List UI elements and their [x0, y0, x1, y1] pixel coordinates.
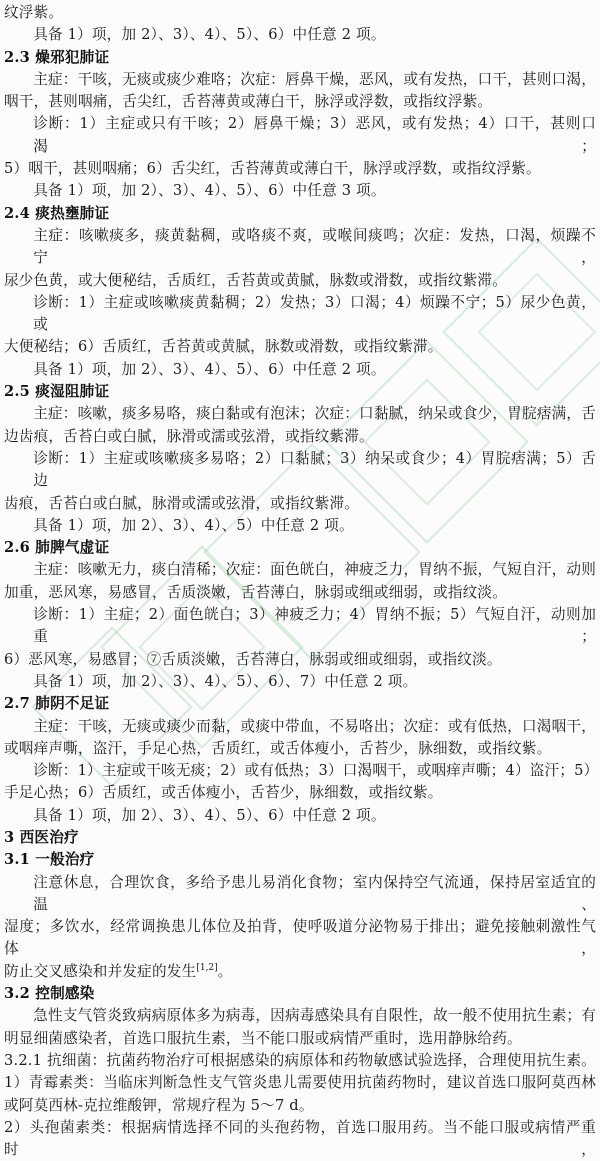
text-line: 纹浮紫。: [4, 4, 64, 21]
section-heading: 2.7 肺阴不足证: [4, 695, 110, 713]
text-line: 具备 1）项，加 2）、3）、4）、5）、6）、7）中任意 2 项。: [33, 672, 418, 690]
text-line: 或咽痒声嘶，盗汗，手足心热，舌质红，或舌体瘦小，舌苔少，脉细数，或指纹紫。: [4, 739, 552, 757]
text-line: 具备 1）项，加 2）、3）、4）、5）、6）中任意 3 项。: [33, 182, 386, 200]
text-line: 或阿莫西林-克拉维酸钾，常规疗程为 5～7 d。: [4, 1096, 314, 1114]
text-line: 主症：咳嗽痰多，痰黄黏稠，或咯痰不爽，或喉间痰鸣；次症：发热，口渴，烦躁不宁，: [33, 226, 596, 267]
text-line: 明显细菌感染者，首选口服抗生素，当不能口服或病情严重时，选用静脉给药。: [4, 1029, 522, 1047]
text-line: 主症：咳嗽，痰多易咯，痰白黏或有泡沫；次症：口黏腻，纳呆或食少，胃脘痞满，舌: [33, 405, 596, 423]
text-line: 5）咽干，甚则咽痛；6）舌尖红，舌苔薄黄或薄白干，脉浮或浮数，或指纹浮紫。: [4, 160, 541, 178]
text-line: 诊断：1）主症或干咳无痰；2）或有低热；3）口渴咽干，或咽痒声嘶；4）盗汗；5）: [33, 762, 599, 780]
text-line: 诊断：1）主症或咳嗽痰黄黏稠；2）发热；3）口渴；4）烦躁不宁；5）尿少色黄，或: [33, 293, 596, 334]
text-line: 主症：干咳，无痰或痰少而黏，或痰中带血，不易咯出；次症：或有低热，口渴咽干，: [33, 717, 596, 735]
text-line: 手足心热；6）舌质红，或舌体瘦小，舌苔少，脉细数，或指纹紫。: [4, 784, 443, 802]
text-line: 防止交叉感染和并发症的发生[1,2]。: [4, 962, 233, 980]
section-heading: 3 西医治疗: [4, 828, 79, 846]
section-heading: 2.4 痰热壅肺证: [4, 204, 110, 222]
text-line: 主症：干咳，无痰或痰少难咯；次症：唇鼻干燥，恶风，或有发热，口干，甚则口渴，: [33, 70, 596, 88]
text-line: 齿痕，舌苔白或白腻，脉滑或濡或弦滑，或指纹紫滞。: [4, 494, 360, 512]
text-line: 湿度；多饮水，经常调换患儿体位及拍背，使呼吸道分泌物易于排出；避免接触刺激性气体，: [4, 918, 596, 958]
text-line: 具备 1）项，加 2）、3）、4）、5）、6）中任意 2 项。: [33, 26, 386, 44]
text-line: 6）恶风寒，易感冒；⑦舌质淡嫩，舌苔薄白，脉弱或细或细弱，或指纹淡。: [4, 650, 502, 668]
text-line: 2）头孢菌素类：根据病情选择不同的头孢药物，首选口服用药。当不能口服或病情严重时，: [4, 1118, 596, 1159]
section-heading: 2.3 燥邪犯肺证: [4, 48, 110, 66]
section-heading: 3.2 控制感染: [4, 985, 95, 1003]
text-line: 边齿痕，舌苔白或白腻，脉滑或濡或弦滑，或指纹紫滞。: [4, 427, 374, 445]
text-line: 咽干，甚则咽痛，舌尖红，舌苔薄黄或薄白干，脉浮或浮数，或指纹浮紫。: [4, 93, 493, 111]
text-line: 诊断：1）主症或只有干咳；2）唇鼻干燥；3）恶风，或有发热；4）口干，甚则口渴；: [33, 115, 596, 155]
text-line: 诊断：1）主症；2）面色㿠白；3）神疲乏力；4）胃纳不振；5）气短自汗，动则加重；: [33, 606, 596, 646]
text-line: 大便秘结；6）舌质红，舌苔黄或黄腻，脉数或滑数，或指纹紫滞。: [4, 338, 443, 356]
text-line: 尿少色黄，或大便秘结，舌质红，舌苔黄或黄腻，脉数或滑数，或指纹紫滞。: [4, 271, 507, 289]
text-line: 急性支气管炎致病病原体多为病毒，因病毒感染具有自限性，故一般不使用抗生素；有: [33, 1007, 596, 1025]
text-line: 1）青霉素类：当临床判断急性支气管炎患儿需要使用抗菌药物时，建议首选口服阿莫西林: [4, 1074, 596, 1092]
text-line: 具备 1）项，加 2）、3）、4）、5）中任意 2 项。: [33, 516, 354, 534]
reference-superscript: [1,2]: [196, 962, 218, 973]
document-body: [4, 2, 599, 1161]
text-line: 3.2.1 抗细菌：抗菌药物治疗可根据感染的病原体和药物敏感试验选择，合理使用抗生素。: [4, 1051, 596, 1069]
text-line: 具备 1）项，加 2）、3）、4）、5）、6）中任意 2 项。: [33, 806, 386, 824]
text-line: 主症：咳嗽无力，痰白清稀；次症：面色㿠白，神疲乏力，胃纳不振，气短自汗，动则: [33, 561, 596, 579]
section-heading: 3.1 一般治疗: [4, 851, 95, 869]
text-line: 诊断：1）主症或咳嗽痰多易咯；2）口黏腻；3）纳呆或食少；4）胃脘痞满；5）舌边: [33, 449, 596, 490]
text-line: 具备 1）项，加 2）、3）、4）、5）、6）中任意 2 项。: [33, 360, 386, 378]
text-line: 注意休息，合理饮食，多给予患儿易消化食物；室内保持空气流通，保持居室适宜的温、: [33, 873, 596, 913]
text-line: 加重，恶风寒，易感冒，舌质淡嫩，舌苔薄白，脉弱或细或细弱，或指纹淡。: [4, 583, 507, 601]
section-heading: 2.6 肺脾气虚证: [4, 539, 110, 557]
section-heading: 2.5 痰湿阻肺证: [4, 383, 110, 401]
